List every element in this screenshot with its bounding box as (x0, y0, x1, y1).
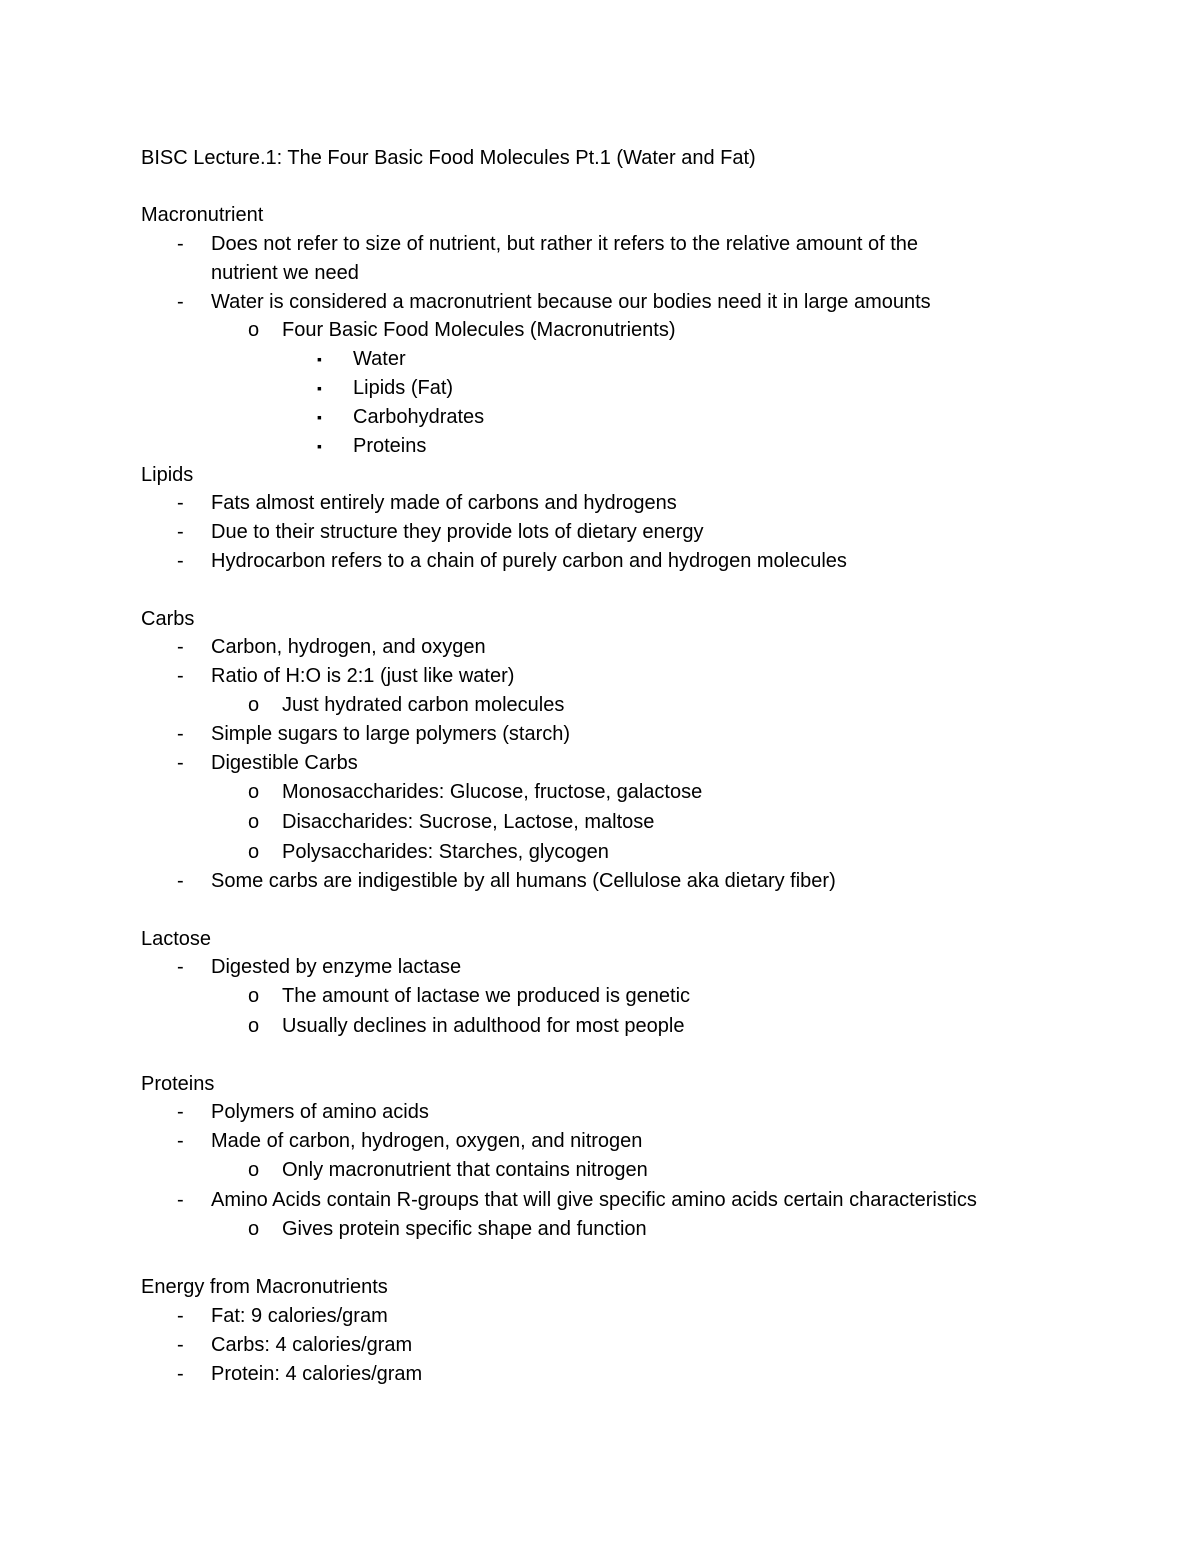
list-item: Simple sugars to large polymers (starch) (211, 723, 571, 745)
circle-bullet: o (248, 811, 260, 833)
list-item: Some carbs are indigestible by all humans (Cellulose aka dietary fiber) (211, 870, 836, 892)
list-item: Fat: 9 calories/gram (211, 1305, 388, 1327)
dash-bullet: - (177, 1334, 184, 1356)
dash-bullet: - (177, 665, 184, 687)
dash-bullet: - (177, 1305, 184, 1327)
circle-bullet: o (248, 841, 260, 863)
list-item: Hydrocarbon refers to a chain of purely carbon and hydrogen molecules (211, 550, 847, 572)
circle-bullet: o (248, 1159, 260, 1181)
circle-bullet: o (248, 781, 260, 803)
list-item: Carbs: 4 calories/gram (211, 1334, 413, 1356)
circle-bullet: o (248, 694, 260, 716)
list-item: Carbon, hydrogen, and oxygen (211, 636, 486, 658)
circle-bullet: o (248, 1015, 260, 1037)
list-item-continuation: nutrient we need (211, 262, 359, 284)
dash-bullet: - (177, 956, 184, 978)
square-bullet: ▪ (317, 409, 322, 425)
list-item: Just hydrated carbon molecules (282, 694, 565, 716)
list-item: Disaccharides: Sucrose, Lactose, maltose (282, 811, 655, 833)
section-heading-macronutrient: Macronutrient (141, 204, 264, 226)
list-item: Carbohydrates (353, 406, 485, 428)
dash-bullet: - (177, 1363, 184, 1385)
list-item: Water (353, 348, 406, 370)
list-item: Amino Acids contain R-groups that will give specific amino acids certain characteristics (211, 1189, 977, 1211)
list-item: Usually declines in adulthood for most people (282, 1015, 685, 1037)
dash-bullet: - (177, 492, 184, 514)
list-item: Lipids (Fat) (353, 377, 454, 399)
square-bullet: ▪ (317, 351, 322, 367)
dash-bullet: - (177, 550, 184, 572)
list-item: Gives protein specific shape and function (282, 1218, 647, 1240)
list-item: Polymers of amino acids (211, 1101, 429, 1123)
section-heading-lactose: Lactose (141, 928, 212, 950)
list-item: The amount of lactase we produced is genetic (282, 985, 691, 1007)
list-item: Fats almost entirely made of carbons and hydrogens (211, 492, 677, 514)
list-item: Digestible Carbs (211, 752, 358, 774)
dash-bullet: - (177, 1101, 184, 1123)
circle-bullet: o (248, 1218, 260, 1240)
square-bullet: ▪ (317, 380, 322, 396)
section-heading-energy: Energy from Macronutrients (141, 1276, 388, 1298)
dash-bullet: - (177, 291, 184, 313)
list-item: Does not refer to size of nutrient, but rather it refers to the relative amount of the (211, 233, 919, 255)
square-bullet: ▪ (317, 438, 322, 454)
list-item: Proteins (353, 435, 427, 457)
list-item: Protein: 4 calories/gram (211, 1363, 423, 1385)
section-heading-carbs: Carbs (141, 608, 195, 630)
dash-bullet: - (177, 870, 184, 892)
list-item: Digested by enzyme lactase (211, 956, 462, 978)
circle-bullet: o (248, 319, 260, 341)
dash-bullet: - (177, 636, 184, 658)
section-heading-proteins: Proteins (141, 1073, 215, 1095)
list-item: Only macronutrient that contains nitrogen (282, 1159, 648, 1181)
section-heading-lipids: Lipids (141, 464, 194, 486)
list-item: Made of carbon, hydrogen, oxygen, and nitrogen (211, 1130, 643, 1152)
list-item: Polysaccharides: Starches, glycogen (282, 841, 609, 863)
page-title: BISC Lecture.1: The Four Basic Food Molecules Pt.1 (Water and Fat) (141, 147, 756, 169)
dash-bullet: - (177, 233, 184, 255)
list-item: Four Basic Food Molecules (Macronutrients) (282, 319, 676, 341)
dash-bullet: - (177, 752, 184, 774)
dash-bullet: - (177, 723, 184, 745)
circle-bullet: o (248, 985, 260, 1007)
list-item: Water is considered a macronutrient because our bodies need it in large amounts (211, 291, 931, 313)
list-item: Due to their structure they provide lots of dietary energy (211, 521, 704, 543)
dash-bullet: - (177, 1189, 184, 1211)
list-item: Ratio of H:O is 2:1 (just like water) (211, 665, 515, 687)
list-item: Monosaccharides: Glucose, fructose, galactose (282, 781, 703, 803)
dash-bullet: - (177, 1130, 184, 1152)
dash-bullet: - (177, 521, 184, 543)
